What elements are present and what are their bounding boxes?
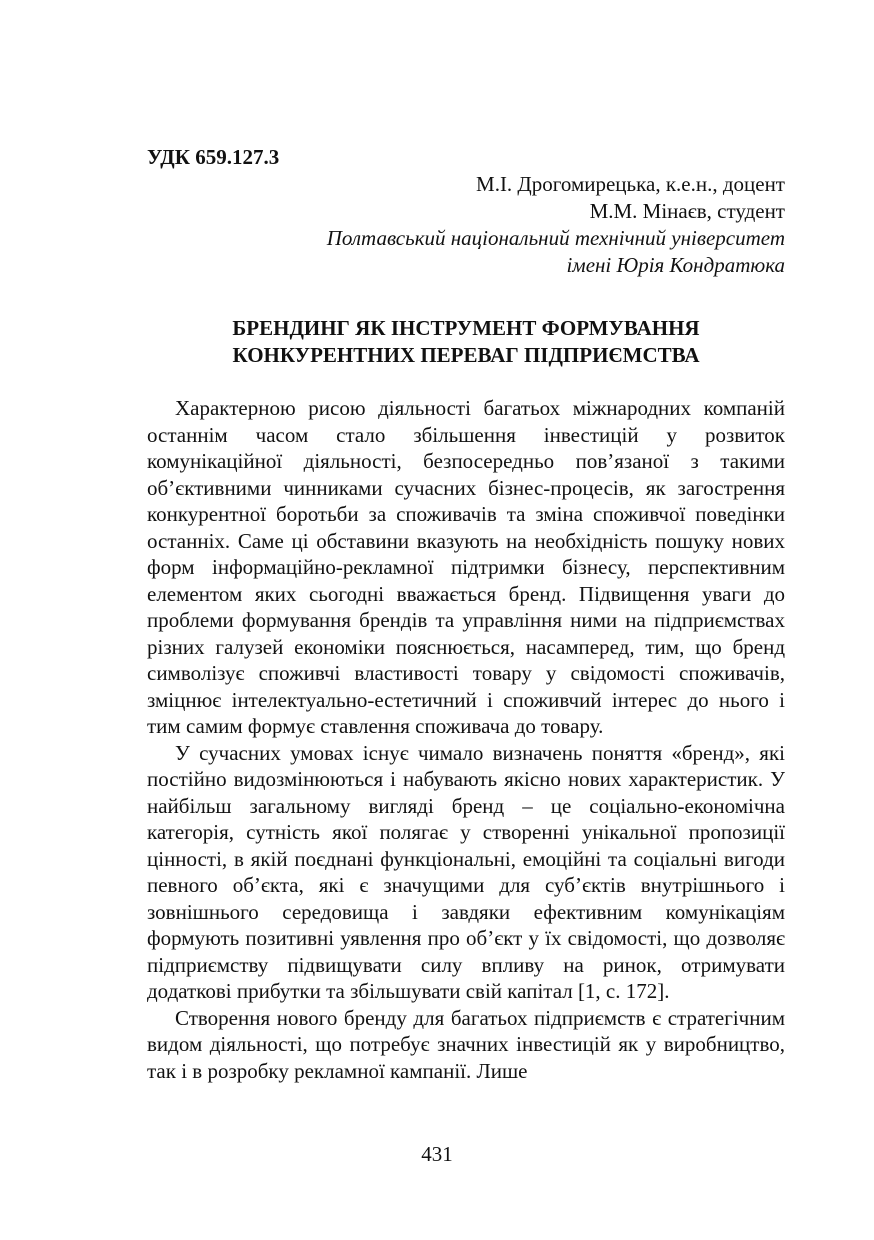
affiliation-line-1: Полтавський національний технічний університет: [326, 226, 785, 250]
paragraph-3: Створення нового бренду для багатьох підприємств є стратегічним видом діяльності, що потребує значних інвестицій як у виробництво, так і в розробку рекламної кампанії. Лише: [147, 1005, 785, 1083]
author-1: М.І. Дрогомирецька, к.е.н., доцент: [476, 172, 785, 196]
affiliation-line-2: імені Юрія Кондратюка: [566, 253, 785, 277]
title-line-1: БРЕНДИНГ ЯК ІНСТРУМЕНТ ФОРМУВАННЯ: [232, 316, 700, 340]
author-block: [147, 171, 785, 279]
author-2: М.М. Мінаєв, студент: [589, 199, 785, 223]
article-title: [147, 315, 785, 369]
title-line-2: КОНКУРЕНТНИХ ПЕРЕВАГ ПІДПРИЄМСТВА: [232, 343, 700, 367]
article-body: [147, 395, 785, 1084]
paragraph-2: У сучасних умовах існує чимало визначень поняття «бренд», які постійно видозмінюються і набувають якісно нових характеристик. У найбільш загальному вигляді бренд – це соціально-економічна категорія, сутність якої полягає у створенні унікальної пропозиції цінності, в якій поєднані функціональні, емоційні та соціальні вигоди певного об’єкта, які є значущими для суб’єктів внутрішнього і зовнішнього середовища і завдяки ефективним комунікаціям формують позитивні уявлення про об’єкт у їх свідомості, що дозволяє підприємству підвищувати силу впливу на ринок, отримувати додаткові прибутки та збільшувати свій капітал [1, с. 172].: [147, 740, 785, 1003]
article-page: [147, 143, 785, 1084]
page-number: 431: [421, 1142, 453, 1166]
paragraph-1: Характерною рисою діяльності багатьох міжнародних компаній останнім часом стало збільшення інвестицій у розвиток комунікаційної діяльності, безпосередньо пов’язаної з такими об’єктивними чинниками сучасних бізнес-процесів, як загострення конкурентної боротьби за споживачів та зміна споживчої поведінки останніх. Саме ці обставини вказують на необхідність пошуку нових форм інформаційно-рекламної підтримки бізнесу, перспективним елементом яких сьогодні вважається бренд. Підвищення уваги до проблеми формування брендів та управління ними на підприємствах різних галузей економіки пояснюється, насамперед, тим, що бренд символізує споживчі властивості товару у свідомості споживачів, зміцнює інтелектуально-естетичний і споживчий інтерес до нього і тим самим формує ставлення споживача до товару.: [147, 396, 785, 738]
udc-code: УДК 659.127.3: [147, 145, 280, 169]
